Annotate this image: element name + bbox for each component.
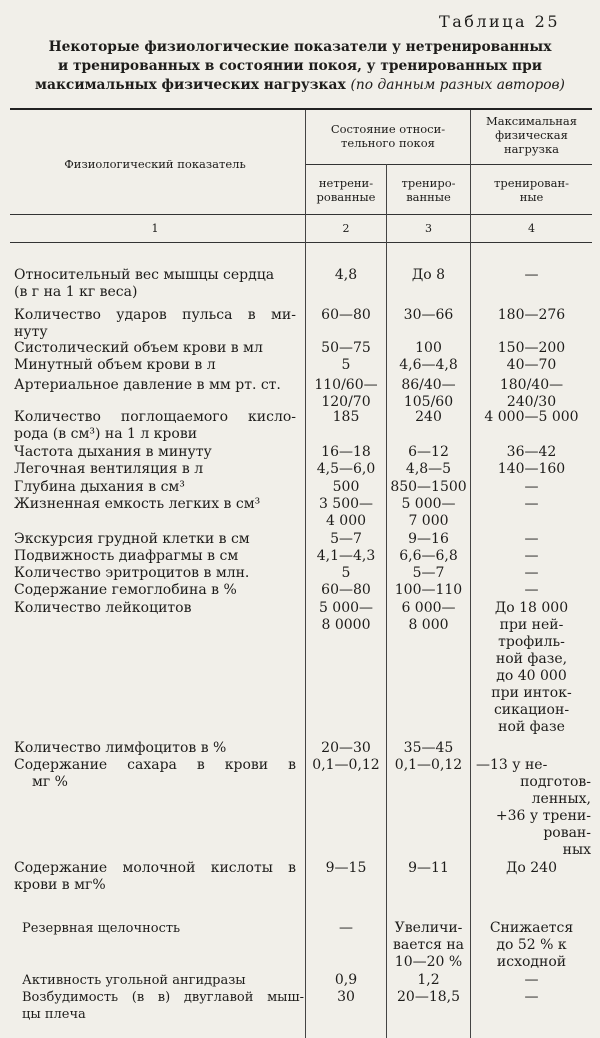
cell-trained-max: рован- <box>543 825 591 841</box>
cell-trained-max: До 18 000 <box>494 600 569 616</box>
cell-trained-max: — <box>524 989 539 1005</box>
cell-trained-max: ной фазе, <box>495 651 568 667</box>
cell-trained: 4,6—4,8 <box>399 357 458 373</box>
cell-untrained: 0,1—0,12 <box>312 757 380 773</box>
header-trained-max: тренирован- ные <box>493 176 570 204</box>
cell-trained-max: 40—70 <box>506 357 557 373</box>
row-label: Содержание сахара в крови в <box>14 757 296 773</box>
row-label: Количество ударов пульса в ми- <box>14 307 296 323</box>
row-label: Экскурсия грудной клетки в см <box>14 531 250 547</box>
cell-trained-max: 180—276 <box>497 307 566 323</box>
title-line: Некоторые физиологические показатели у нетренированных <box>48 39 552 55</box>
cell-trained: 35—45 <box>403 740 454 756</box>
cell-untrained: 120/70 <box>321 394 371 410</box>
cell-trained: 7 000 <box>408 513 449 529</box>
row-label: Жизненная емкость легких в см³ <box>14 496 261 512</box>
cell-trained-max: — <box>524 479 539 495</box>
header-rest-group: Состояние относи- тельного покоя <box>330 122 446 150</box>
cell-untrained: 30 <box>337 989 355 1005</box>
cell-trained: 0,1—0,12 <box>394 757 463 773</box>
cell-trained-max: 180/40— <box>499 377 564 393</box>
row-label: Возбудимость (в в) двуглавой мыш- <box>22 990 304 1005</box>
header-rule <box>470 164 592 165</box>
header-max-load: Максимальная физическая нагрузка <box>485 114 578 156</box>
row-label: крови в мг% <box>14 877 106 893</box>
table-title <box>0 38 600 95</box>
cell-trained-max: 36—42 <box>506 444 557 460</box>
column-number: 1 <box>151 222 159 235</box>
row-label: Содержание молочной кислоты в <box>14 860 296 876</box>
cell-trained-max: — <box>524 548 539 564</box>
cell-trained: 10—20 % <box>394 954 463 970</box>
cell-untrained: 8 0000 <box>321 617 371 633</box>
row-label: Легочная вентиляция в л <box>14 461 204 477</box>
cell-untrained: 4,5—6,0 <box>316 461 376 477</box>
table-number: Таблица 25 <box>439 12 560 31</box>
cell-trained-max: исходной <box>496 954 567 970</box>
cell-untrained: 50—75 <box>321 340 371 356</box>
cell-trained-max: до 40 000 <box>496 668 567 684</box>
cell-untrained: 16—18 <box>321 444 371 460</box>
cell-untrained: 20—30 <box>321 740 371 756</box>
row-label: мг % <box>32 774 68 790</box>
row-label: Частота дыхания в минуту <box>14 444 212 460</box>
cell-trained: 9—11 <box>408 860 449 876</box>
cell-trained-max: — <box>524 531 539 547</box>
cell-untrained: 5 <box>341 357 351 373</box>
header-trained: трениро- ванные <box>401 176 456 204</box>
header-indicator: Физиологический показатель <box>64 157 246 171</box>
cell-untrained: 4,1—4,3 <box>316 548 376 564</box>
row-label: Артериальное давление в мм рт. ст. <box>14 377 281 393</box>
cell-trained: 6 000— <box>401 600 456 616</box>
row-label: (в г на 1 кг веса) <box>14 284 138 300</box>
cell-trained-max: сикацион- <box>493 702 570 718</box>
cell-untrained: 5 <box>341 565 351 581</box>
cell-trained-max: — <box>524 582 539 598</box>
cell-trained-max: при инток- <box>491 685 572 701</box>
cell-trained: 5—7 <box>412 565 445 581</box>
cell-trained: 5 000— <box>401 496 456 512</box>
row-label: Относительный вес мышцы сердца <box>14 267 275 283</box>
row-label: рода (в см³) на 1 л крови <box>14 426 198 442</box>
cell-trained-max: —13 у не- <box>476 757 548 773</box>
cell-trained-max: Снижается <box>489 920 574 936</box>
row-label: Содержание гемоглобина в % <box>14 582 237 598</box>
cell-trained-max: ленных, <box>531 791 591 807</box>
cell-trained-max: 150—200 <box>497 340 566 356</box>
cell-untrained: 60—80 <box>321 582 371 598</box>
column-number: 3 <box>425 222 432 235</box>
cell-trained: 6,6—6,8 <box>399 548 458 564</box>
title-note: (по данным разных авторов) <box>350 77 565 93</box>
cell-trained-max: +36 у трени- <box>495 808 591 824</box>
cell-trained: 20—18,5 <box>397 989 460 1005</box>
cell-trained-max: — <box>524 565 539 581</box>
row-label: Количество эритроцитов в млн. <box>14 565 250 581</box>
column-number: 2 <box>342 222 350 235</box>
cell-trained: 6—12 <box>408 444 449 460</box>
cell-trained: 100 <box>415 340 442 356</box>
cell-untrained: 110/60— <box>314 377 378 393</box>
cell-trained: 4,8—5 <box>405 461 452 477</box>
row-label: Количество лейкоцитов <box>14 600 192 616</box>
cell-untrained: 185 <box>332 409 360 425</box>
row-label: Глубина дыхания в см³ <box>14 479 185 495</box>
cell-untrained: — <box>339 920 353 936</box>
row-label: Минутный объем крови в л <box>14 357 216 373</box>
cell-trained: 100—110 <box>394 582 463 598</box>
cell-untrained: 60—80 <box>321 307 371 323</box>
cell-trained-max: — <box>524 496 539 512</box>
row-label: Подвижность диафрагмы в см <box>14 548 239 564</box>
cell-untrained: 4,8 <box>334 267 358 283</box>
cell-trained-max: — <box>524 267 539 283</box>
cell-trained-max: подготов- <box>520 774 591 790</box>
row-label: Количество поглощаемого кисло- <box>14 409 296 425</box>
cell-trained-max: ных <box>562 842 591 858</box>
cell-trained-max: трофиль- <box>498 634 565 650</box>
table-top-rule <box>10 108 592 110</box>
cell-trained: 9—16 <box>408 531 449 547</box>
header-bottom-rule <box>10 214 592 215</box>
column-numbers-rule <box>10 242 592 243</box>
title-line: максимальных физических нагрузках (по данным разных авторов) <box>35 77 565 93</box>
cell-trained-max: — <box>524 972 539 988</box>
row-label: нуту <box>14 324 48 340</box>
cell-trained: 105/60 <box>403 394 454 410</box>
cell-trained: 850—1500 <box>390 479 467 495</box>
row-label: Систолический объем крови в мл <box>14 340 263 356</box>
row-label: Количество лимфоцитов в % <box>14 740 227 756</box>
row-label: цы плеча <box>22 1007 86 1022</box>
cell-trained-max: ной фазе <box>498 719 565 735</box>
column-number: 4 <box>528 222 535 235</box>
cell-trained-max: 4 000—5 000 <box>484 409 579 425</box>
cell-trained: 86/40— <box>401 377 456 393</box>
row-label: Активность угольной ангидразы <box>22 973 246 988</box>
cell-untrained: 5—7 <box>330 531 362 547</box>
cell-trained: 30—66 <box>403 307 454 323</box>
cell-untrained: 9—15 <box>325 860 367 876</box>
cell-trained-max: при ней- <box>499 617 564 633</box>
cell-untrained: 3 500— <box>318 496 374 512</box>
cell-trained: До 8 <box>411 267 446 283</box>
header-untrained: нетрени- рованные <box>316 176 376 204</box>
cell-untrained: 4 000 <box>325 513 367 529</box>
row-label: Резервная щелочность <box>22 921 181 936</box>
cell-trained-max: До 240 <box>506 860 557 876</box>
cell-untrained: 5 000— <box>318 600 374 616</box>
cell-trained: вается на <box>392 937 465 953</box>
title-line: и тренированных в состоянии покоя, у тренированных при <box>57 58 543 74</box>
cell-trained-max: 240/30 <box>506 394 557 410</box>
cell-trained: 1,2 <box>417 972 440 988</box>
cell-trained: 8 000 <box>408 617 449 633</box>
cell-trained: 240 <box>415 409 442 425</box>
cell-trained-max: до 52 % к <box>496 937 567 953</box>
cell-untrained: 0,9 <box>334 972 358 988</box>
header-rule <box>306 164 470 165</box>
cell-trained-max: 140—160 <box>497 461 566 477</box>
cell-untrained: 500 <box>332 479 360 495</box>
cell-trained: Увеличи- <box>394 920 463 936</box>
